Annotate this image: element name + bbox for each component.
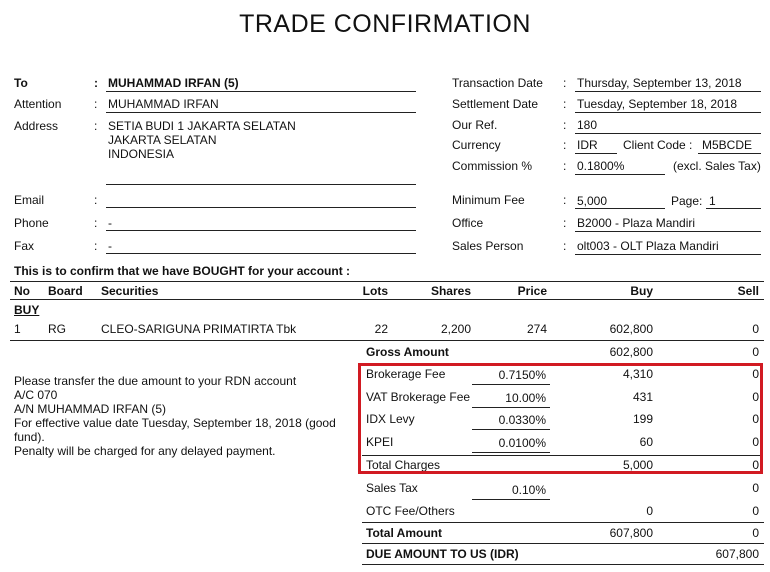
gross-amount-label: Gross Amount <box>366 345 449 359</box>
sales-tax-sell: 0 <box>752 481 759 495</box>
fax-colon: : <box>94 239 98 253</box>
buy-section-label: BUY <box>14 303 40 317</box>
client-code-label: Client Code : <box>623 138 693 152</box>
phone-label: Phone <box>14 216 49 230</box>
due-amount-label: DUE AMOUNT TO US (IDR) <box>366 547 519 561</box>
brokerage-fee-rate: 0.7150% <box>498 368 546 382</box>
transaction-date-value: Thursday, September 13, 2018 <box>577 76 742 90</box>
email-underline <box>106 207 416 208</box>
table-top-rule <box>10 281 764 282</box>
header-shares: Shares <box>430 284 471 298</box>
transaction-date-underline <box>575 91 761 92</box>
total-charges-sell: 0 <box>752 458 759 472</box>
phone-underline <box>106 230 416 231</box>
page-underline <box>706 208 761 209</box>
transaction-date-label: Transaction Date <box>452 76 543 90</box>
kpei-sell: 0 <box>752 435 759 449</box>
attention-colon: : <box>94 97 98 111</box>
idx-levy-buy: 199 <box>632 412 653 426</box>
fax-underline <box>106 253 416 254</box>
transfer-note-line: Please transfer the due amount to your RDN account <box>14 374 297 388</box>
currency-colon: : <box>563 138 567 152</box>
office-colon: : <box>563 216 567 230</box>
total-amount-rule <box>362 522 764 523</box>
vat-brokerage-fee-label: VAT Brokerage Fee <box>366 390 471 404</box>
commission-label: Commission % <box>452 159 533 173</box>
minimum-fee-underline <box>575 208 665 209</box>
header-price: Price <box>517 284 547 298</box>
header-securities: Securities <box>101 284 159 298</box>
office-underline <box>575 231 761 232</box>
our-ref-value: 180 <box>577 118 598 132</box>
idx-levy-label: IDX Levy <box>366 412 415 426</box>
total-amount-buy: 607,800 <box>609 526 653 540</box>
total-amount-label: Total Amount <box>366 526 442 540</box>
currency-value: IDR <box>577 138 598 152</box>
total-amount-sell: 0 <box>752 526 759 540</box>
total-charges-label: Total Charges <box>366 458 441 472</box>
sales-tax-rate-underline <box>472 499 550 500</box>
row-no: 1 <box>14 322 21 336</box>
sales-person-label: Sales Person <box>452 239 524 253</box>
email-colon: : <box>94 193 98 207</box>
settlement-date-label: Settlement Date <box>452 97 539 111</box>
sales-tax-rate: 0.10% <box>511 483 546 497</box>
office-value: B2000 - Plaza Mandiri <box>577 216 696 230</box>
sales-person-underline <box>575 254 761 255</box>
our-ref-label: Our Ref. <box>452 118 498 132</box>
transfer-note-line: A/C 070 <box>14 388 58 402</box>
due-amount-rule <box>362 543 764 544</box>
otc-fee-sell: 0 <box>752 504 759 518</box>
transaction-date-colon: : <box>563 76 567 90</box>
row-security: CLEO-SARIGUNA PRIMATIRTA Tbk <box>101 322 297 336</box>
transfer-note-line: Penalty will be charged for any delayed payment. <box>14 444 276 458</box>
sales-person-colon: : <box>563 239 567 253</box>
vat-brokerage-fee-buy: 431 <box>632 390 653 404</box>
table-row-rule <box>10 340 764 341</box>
otc-fee-label: OTC Fee/Others <box>366 504 455 518</box>
sales-person-value: olt003 - OLT Plaza Mandiri <box>577 239 719 253</box>
address-label: Address <box>14 119 59 133</box>
brokerage-fee-buy: 4,310 <box>622 367 653 381</box>
phone-value: - <box>108 216 112 230</box>
row-buy: 602,800 <box>609 322 653 336</box>
minimum-fee-label: Minimum Fee <box>452 193 525 207</box>
attention-value: MUHAMMAD IRFAN <box>108 97 219 111</box>
kpei-label: KPEI <box>366 435 394 449</box>
transfer-note-line: For effective value date Tuesday, September 18, 2018 (good <box>14 416 336 430</box>
gross-amount-buy: 602,800 <box>609 345 653 359</box>
commission-underline <box>575 174 665 175</box>
attention-underline <box>106 112 416 113</box>
row-lots: 22 <box>374 322 388 336</box>
fax-value: - <box>108 239 112 253</box>
table-header-rule <box>10 299 764 300</box>
to-label: To <box>14 76 28 90</box>
address-underline <box>106 184 416 185</box>
idx-levy-rate: 0.0330% <box>498 413 546 427</box>
phone-colon: : <box>94 216 98 230</box>
commission-colon: : <box>563 159 567 173</box>
due-amount-value: 607,800 <box>715 547 759 561</box>
header-lots: Lots <box>362 284 388 298</box>
client-code-underline <box>698 153 761 154</box>
commission-note: (excl. Sales Tax) <box>673 159 761 173</box>
highlight-box <box>358 363 763 474</box>
brokerage-fee-sell: 0 <box>752 367 759 381</box>
sales-tax-label: Sales Tax <box>366 481 418 495</box>
client-code-value: M5BCDE <box>702 138 753 152</box>
transfer-note-line: A/N MUHAMMAD IRFAN (5) <box>14 402 167 416</box>
attention-label: Attention <box>14 97 62 111</box>
fax-label: Fax <box>14 239 35 253</box>
header-board: Board <box>48 284 83 298</box>
to-colon: : <box>94 76 98 90</box>
gross-amount-sell: 0 <box>752 345 759 359</box>
confirmation-statement: This is to confirm that we have BOUGHT for your account : <box>14 264 351 278</box>
settlement-date-colon: : <box>563 97 567 111</box>
email-label: Email <box>14 193 45 207</box>
to-underline <box>106 91 416 92</box>
idx-levy-sell: 0 <box>752 412 759 426</box>
page-label: Page: <box>671 194 703 208</box>
vat-brokerage-fee-sell: 0 <box>752 390 759 404</box>
address-colon: : <box>94 119 98 133</box>
our-ref-underline <box>575 133 761 134</box>
header-no: No <box>14 284 30 298</box>
office-label: Office <box>452 216 484 230</box>
row-shares: 2,200 <box>440 322 471 336</box>
address-line-2: JAKARTA SELATAN <box>108 133 217 147</box>
vat-brokerage-fee-rate: 10.00% <box>505 391 546 405</box>
to-value: MUHAMMAD IRFAN (5) <box>108 76 239 90</box>
row-board: RG <box>48 322 66 336</box>
kpei-buy: 60 <box>639 435 653 449</box>
minimum-fee-value: 5,000 <box>577 194 608 208</box>
kpei-rate: 0.0100% <box>498 436 546 450</box>
address-line-1: SETIA BUDI 1 JAKARTA SELATAN <box>108 119 296 133</box>
otc-fee-buy: 0 <box>646 504 653 518</box>
commission-value: 0.1800% <box>577 159 625 173</box>
header-buy: Buy <box>630 284 653 298</box>
settlement-date-value: Tuesday, September 18, 2018 <box>577 97 738 111</box>
address-line-3: INDONESIA <box>108 147 175 161</box>
transfer-note-line: fund). <box>14 430 45 444</box>
document-title: TRADE CONFIRMATION <box>239 10 531 38</box>
total-charges-buy: 5,000 <box>622 458 653 472</box>
currency-underline <box>575 153 617 154</box>
row-price: 274 <box>526 322 547 336</box>
brokerage-fee-label: Brokerage Fee <box>366 367 446 381</box>
row-sell: 0 <box>752 322 759 336</box>
bottom-rule <box>362 564 764 565</box>
settlement-date-underline <box>575 112 761 113</box>
header-sell: Sell <box>737 284 759 298</box>
minimum-fee-colon: : <box>563 193 567 207</box>
currency-label: Currency <box>452 138 501 152</box>
page-value: 1 <box>709 194 716 208</box>
our-ref-colon: : <box>563 118 567 132</box>
